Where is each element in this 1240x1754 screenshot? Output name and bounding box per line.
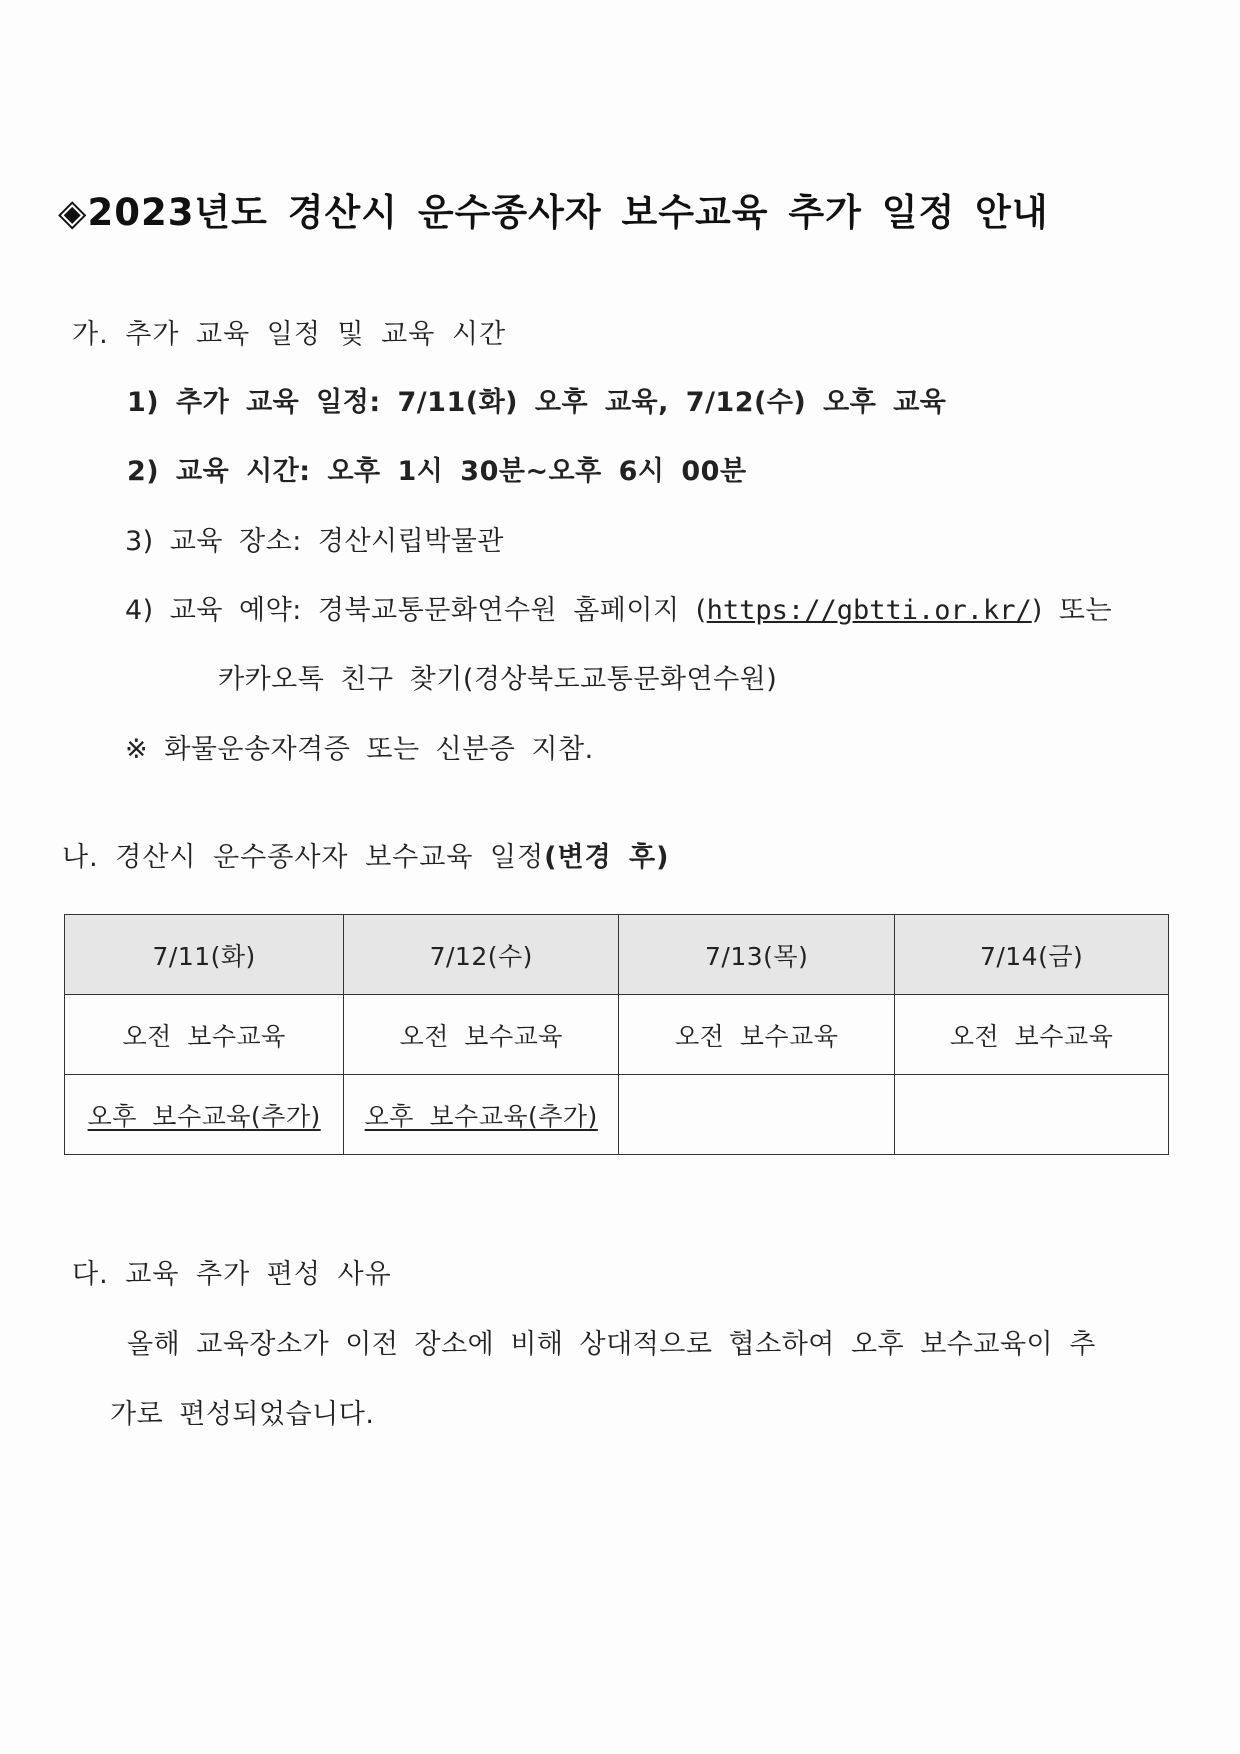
item-reservation-suffix: ) 또는 [1031, 595, 1113, 626]
item-reservation-continuation: 카카오톡 친구 찾기(경상북도교통문화연수원) [218, 664, 778, 695]
table-cell-empty [619, 1075, 895, 1155]
item-time [127, 449, 747, 488]
item-time-text: 2) 교육 시간: 오후 1시 30분~오후 6시 00분 [127, 456, 747, 487]
column-header: 7/14(금) [895, 915, 1169, 995]
item-reservation [125, 588, 1112, 627]
table-cell: 오전 보수교육 [65, 995, 344, 1075]
note: ※ 화물운송자격증 또는 신분증 지참. [125, 734, 594, 765]
item-reservation-label: 4) 교육 예약: 경북교통문화연수원 홈페이지 ( [125, 595, 707, 626]
item-schedule: 1) 추가 교육 일정: 7/11(화) 오후 교육, 7/12(수) 오후 교육 [127, 387, 947, 418]
schedule-table [64, 914, 1169, 1155]
table-cell-empty [895, 1075, 1169, 1155]
reason-line-2: 가로 편성되었습니다. [110, 1399, 375, 1430]
item-place: 3) 교육 장소: 경산시립박물관 [125, 526, 504, 557]
column-header: 7/12(수) [344, 915, 619, 995]
section-a-heading: 가. 추가 교육 일정 및 교육 시간 [72, 319, 507, 350]
table-row [65, 995, 1169, 1075]
page-title: ◈2023년도 경산시 운수종사자 보수교육 추가 일정 안내 [58, 191, 1049, 234]
section-c-heading: 다. 교육 추가 편성 사유 [72, 1259, 392, 1290]
section-b-heading-bold: (변경 후) [544, 842, 670, 873]
table-row [65, 1075, 1169, 1155]
table-cell: 오전 보수교육 [344, 995, 619, 1075]
column-header: 7/11(화) [65, 915, 344, 995]
reservation-link[interactable]: https://gbtti.or.kr/ [706, 595, 1032, 626]
section-b-heading [62, 835, 669, 874]
table-cell-added: 오후 보수교육(추가) [344, 1075, 619, 1155]
section-b-heading-text: 나. 경산시 운수종사자 보수교육 일정 [62, 842, 545, 873]
table-cell: 오전 보수교육 [895, 995, 1169, 1075]
reason-line-1: 올해 교육장소가 이전 장소에 비해 상대적으로 협소하여 오후 보수교육이 추 [127, 1329, 1096, 1360]
table-cell-added: 오후 보수교육(추가) [65, 1075, 344, 1155]
table-header-row [65, 915, 1169, 995]
table-cell: 오전 보수교육 [619, 995, 895, 1075]
column-header: 7/13(목) [619, 915, 895, 995]
